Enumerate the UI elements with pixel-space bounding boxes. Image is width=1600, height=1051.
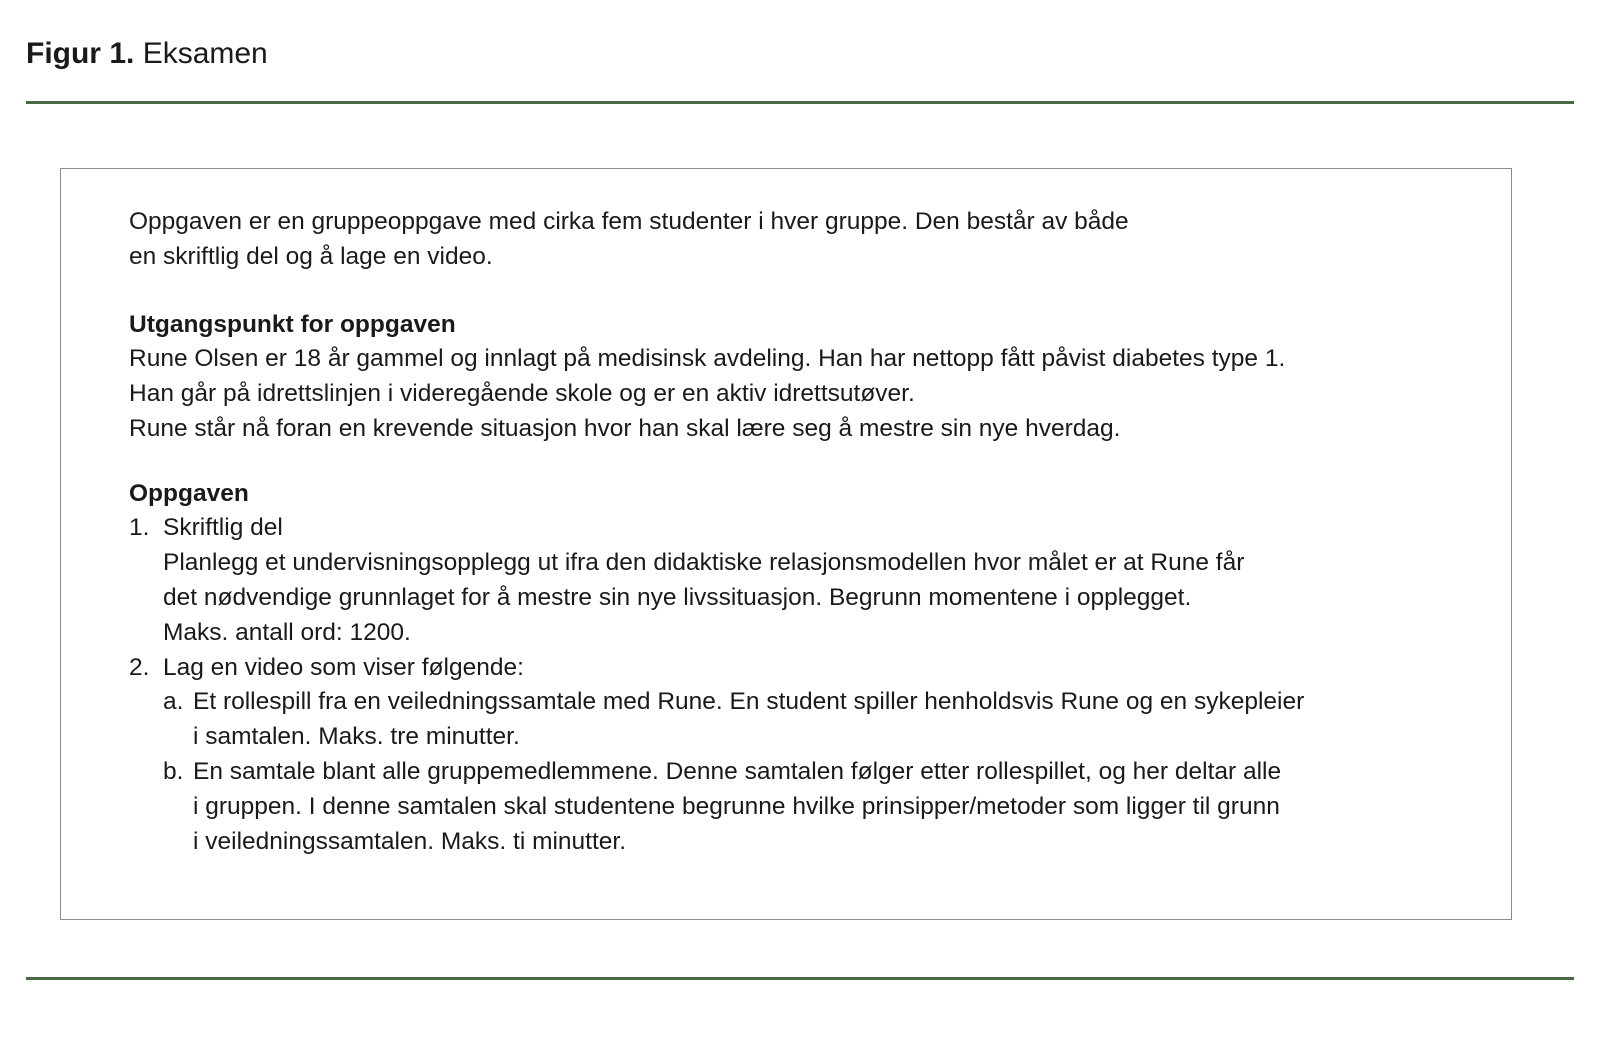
spacer-after-section-1 xyxy=(129,447,1481,477)
task-item-1-line-2: det nødvendige grunnlaget for å mestre sin nye livssituasjon. Begrunn momentene i opplegget. xyxy=(163,584,1192,612)
task-item-2a xyxy=(163,685,1481,755)
top-divider xyxy=(26,101,1574,104)
bottom-divider xyxy=(26,977,1574,980)
section-2-heading: Oppgaven xyxy=(129,479,249,507)
task-item-2a-line-2: i samtalen. Maks. tre minutter. xyxy=(193,723,520,751)
task-item-2b xyxy=(163,755,1481,859)
figure-title: Eksamen xyxy=(142,37,268,70)
task-item-1-line-3: Maks. antall ord: 1200. xyxy=(163,618,411,646)
intro-line-1: Oppgaven er en gruppeoppgave med cirka fem studenter i hver gruppe. Den består av både xyxy=(129,208,1129,235)
section-1-line-3: Rune står nå foran en krevende situasjon hvor han skal lære seg å mestre sin nye hverdag. xyxy=(129,414,1121,442)
task-item-1-body xyxy=(129,546,1481,650)
section-1-line-2: Han går på idrettslinjen i videregående skole og er en aktiv idrettsutøver. xyxy=(129,380,915,408)
task-item-1-marker: 1. xyxy=(129,514,150,542)
task-item-2-sublist xyxy=(129,685,1481,859)
figure-label: Figur 1. xyxy=(26,37,135,70)
task-item-2a-lines xyxy=(193,685,1481,755)
task-item-2a-marker: a. xyxy=(163,688,184,716)
figure-caption xyxy=(26,36,268,72)
task-item-2 xyxy=(129,651,1481,686)
spacer-after-intro xyxy=(129,275,1481,308)
task-list xyxy=(129,511,1481,859)
task-item-1-title: Skriftlig del xyxy=(163,514,283,542)
task-item-2a-line-1: Et rollespill fra en veiledningssamtale med Rune. En student spiller henholdsvis Rune og en sykepleier xyxy=(193,688,1305,716)
task-item-2-marker: 2. xyxy=(129,653,150,681)
task-item-2b-lines xyxy=(193,755,1481,859)
section-1-heading: Utgangspunkt for oppgaven xyxy=(129,310,456,338)
task-item-2b-line-1: En samtale blant alle gruppemedlemmene. Denne samtalen følger etter rollespillet, og her deltar alle xyxy=(193,757,1282,785)
task-item-1 xyxy=(129,511,1481,546)
exam-content-inner xyxy=(129,205,1481,859)
exam-content-box xyxy=(60,168,1512,920)
section-1-paragraph xyxy=(129,342,1481,446)
task-item-2-title: Lag en video som viser følgende: xyxy=(163,653,524,681)
task-item-1-line-1: Planlegg et undervisningsopplegg ut ifra den didaktiske relasjonsmodellen hvor målet er at Rune får xyxy=(163,549,1245,577)
intro-paragraph xyxy=(129,205,1481,275)
intro-line-2: en skriftlig del og å lage en video. xyxy=(129,242,493,270)
section-1-line-1: Rune Olsen er 18 år gammel og innlagt på medisinsk avdeling. Han har nettopp fått påvist diabetes type 1. xyxy=(129,345,1286,373)
task-item-2b-marker: b. xyxy=(163,757,184,785)
task-item-1-body-indent xyxy=(129,546,163,650)
task-item-2b-line-3: i veiledningssamtalen. Maks. ti minutter. xyxy=(193,827,627,855)
task-item-1-lines xyxy=(163,546,1481,650)
task-item-2b-line-2: i gruppen. I denne samtalen skal studentene begrunne hvilke prinsipper/metoder som ligger til grunn xyxy=(193,792,1280,820)
